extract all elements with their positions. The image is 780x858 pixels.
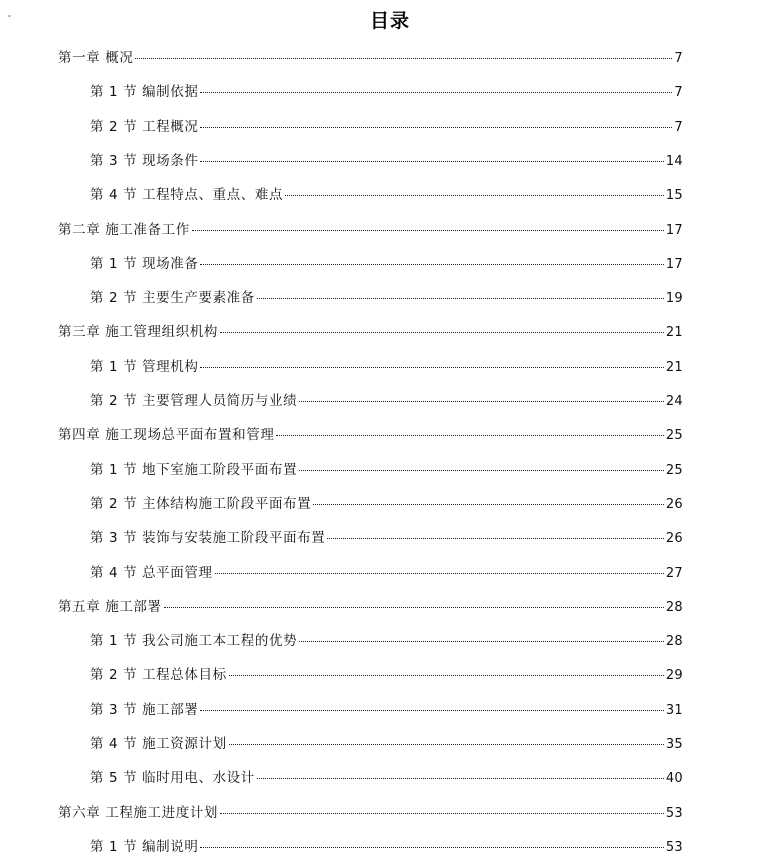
toc-entry-label: 第 4 节 [90, 187, 138, 204]
toc-entry-name: 现场准备 [142, 255, 199, 272]
toc-entry-text [90, 494, 311, 514]
toc-section-entry[interactable] [90, 82, 683, 102]
toc-page-number: 7 [674, 119, 683, 135]
toc-chapter-entry[interactable] [58, 48, 683, 68]
toc-page-number: 53 [665, 805, 683, 821]
toc-entry-label: 第三章 [58, 324, 101, 341]
toc-entry-name: 装饰与安装施工阶段平面布置 [142, 530, 326, 547]
toc-section-entry[interactable] [90, 563, 683, 583]
toc-entry-name: 临时用电、水设计 [142, 770, 255, 787]
toc-entry-name: 主要管理人员简历与业绩 [142, 393, 298, 409]
toc-entry-name: 施工准备工作 [105, 221, 190, 238]
toc-chapter-entry[interactable] [58, 803, 683, 823]
toc-page-number: 53 [665, 839, 683, 855]
toc-entry-label: 第五章 [58, 598, 101, 615]
toc-dot-leader [200, 160, 663, 162]
toc-dot-leader [257, 297, 664, 299]
toc-dot-leader [200, 126, 672, 128]
toc-entry-text [58, 220, 190, 240]
toc-entry-text [58, 48, 133, 68]
toc-section-entry[interactable] [90, 151, 683, 171]
toc-entry-name: 工程总体目标 [142, 667, 227, 684]
toc-section-entry[interactable] [90, 631, 683, 651]
toc-dot-leader [299, 400, 664, 402]
toc-entry-label: 第二章 [58, 221, 101, 238]
toc-dot-leader [276, 434, 663, 436]
toc-chapter-entry[interactable] [58, 597, 683, 617]
toc-entry-label: 第一章 [58, 50, 101, 66]
toc-dot-leader [192, 229, 664, 231]
toc-dot-leader [229, 674, 664, 676]
toc-entry-name: 施工部署 [142, 701, 199, 718]
toc-entry-label: 第 4 节 [90, 564, 138, 581]
toc-entry-text [58, 322, 218, 342]
toc-dot-leader [299, 469, 664, 471]
toc-section-entry[interactable] [90, 700, 683, 720]
toc-page-number: 7 [674, 85, 683, 101]
toc-dot-leader [220, 812, 664, 814]
toc-entry-name: 工程概况 [142, 118, 199, 135]
toc-entry-text [90, 357, 198, 377]
toc-dot-leader [327, 537, 663, 539]
toc-entry-label: 第 3 节 [90, 530, 138, 547]
toc-entry-text [90, 117, 198, 137]
toc-entry-label: 第 1 节 [90, 358, 138, 375]
toc-page-number: 25 [665, 428, 683, 444]
toc-dot-leader [200, 263, 663, 265]
toc-chapter-entry[interactable] [58, 322, 683, 342]
toc-entry-name: 施工管理组织机构 [105, 324, 219, 341]
toc-section-entry[interactable] [90, 494, 683, 514]
chevron-down-icon: ⌄ [6, 10, 13, 19]
toc-dot-leader [200, 91, 672, 93]
toc-dot-leader [215, 572, 664, 574]
toc-entry-name: 地下室施工阶段平面布置 [142, 461, 298, 478]
toc-entry-label: 第 2 节 [90, 393, 138, 409]
toc-entry-label: 第 1 节 [90, 255, 138, 272]
toc-entry-text [90, 391, 297, 411]
toc-entry-label: 第 2 节 [90, 667, 138, 684]
toc-section-entry[interactable] [90, 734, 683, 754]
toc-section-entry[interactable] [90, 528, 683, 548]
toc-page-number: 21 [665, 359, 683, 375]
toc-entry-label: 第 2 节 [90, 495, 138, 512]
toc-entry-text [90, 563, 213, 583]
toc-entry-text [90, 768, 255, 788]
toc-entry-name: 编制依据 [142, 84, 199, 101]
toc-entry-text [90, 151, 198, 171]
toc-page-number: 28 [665, 599, 683, 615]
toc-page-number: 15 [665, 188, 683, 204]
toc-dot-leader [229, 743, 664, 745]
toc-entry-text [90, 185, 283, 205]
toc-entry-text [58, 425, 274, 445]
toc-title: 目录 [369, 10, 410, 32]
toc-page-number: 26 [665, 496, 683, 512]
toc-page-number: 19 [665, 291, 683, 307]
toc-dot-leader [220, 331, 664, 333]
toc-entry-label: 第 1 节 [90, 633, 138, 650]
toc-entry-text [90, 837, 198, 857]
toc-entry-name: 施工资源计划 [142, 736, 227, 752]
toc-page-number: 25 [665, 462, 683, 478]
toc-page-number: 28 [665, 634, 683, 650]
toc-entry-label: 第 4 节 [90, 736, 138, 752]
toc-entry-text [90, 734, 227, 754]
toc-section-entry[interactable] [90, 117, 683, 137]
toc-page-number: 35 [665, 737, 683, 752]
toc-page-number: 17 [665, 256, 683, 272]
toc-entry-label: 第 2 节 [90, 290, 138, 307]
toc-entry-label: 第四章 [58, 427, 101, 444]
toc-entry-name: 总平面管理 [142, 564, 213, 581]
toc-page-number: 7 [674, 51, 683, 66]
toc-page-number: 26 [665, 531, 683, 547]
toc-entry-label: 第 1 节 [90, 838, 138, 855]
toc-section-entry[interactable] [90, 254, 683, 274]
toc-dot-leader [135, 57, 672, 59]
toc-entry-name: 现场条件 [142, 152, 199, 169]
toc-entry-text [90, 288, 255, 308]
toc-entry-label: 第 2 节 [90, 118, 138, 135]
toc-entry-text [90, 528, 325, 548]
toc-dot-leader [200, 709, 663, 711]
toc-entry-name: 我公司施工本工程的优势 [142, 633, 298, 650]
toc-dot-leader [200, 366, 663, 368]
toc-entry-name: 主要生产要素准备 [142, 290, 255, 307]
toc-entry-text [90, 665, 227, 685]
toc-entry-name: 概况 [105, 50, 134, 66]
toc-section-entry[interactable] [90, 288, 683, 308]
toc-dot-leader [285, 194, 664, 196]
toc-section-entry[interactable] [90, 837, 683, 857]
toc-dot-leader [200, 846, 663, 848]
toc-page-number: 14 [665, 153, 683, 169]
toc-section-entry[interactable] [90, 357, 683, 377]
toc-entry-text [90, 631, 297, 651]
toc-entry-text [90, 700, 198, 720]
toc-entry-text [58, 803, 218, 823]
toc-entry-label: 第 3 节 [90, 152, 138, 169]
toc-dot-leader [257, 777, 664, 779]
toc-chapter-entry[interactable] [58, 220, 683, 240]
toc-entry-name: 管理机构 [142, 358, 199, 375]
toc-entry-name: 工程特点、重点、难点 [142, 187, 284, 204]
toc-page-number: 21 [665, 325, 683, 341]
toc-entry-name: 施工部署 [105, 598, 162, 615]
toc-section-entry[interactable] [90, 391, 683, 411]
toc-entry-text [90, 82, 198, 102]
toc-page-number: 29 [665, 668, 683, 684]
toc-dot-leader [313, 503, 664, 505]
toc-entry-name: 编制说明 [142, 838, 199, 855]
toc-entry-text [58, 597, 162, 617]
toc-chapter-entry[interactable] [58, 425, 683, 445]
toc-entry-label: 第 5 节 [90, 770, 138, 787]
toc-entry-name: 工程施工进度计划 [105, 804, 219, 821]
toc-section-entry[interactable] [90, 460, 683, 480]
toc-page-number: 40 [665, 771, 683, 787]
toc-dot-leader [299, 640, 664, 642]
toc-entry-name: 主体结构施工阶段平面布置 [142, 495, 312, 512]
toc-entry-label: 第 1 节 [90, 84, 138, 101]
toc-section-entry[interactable] [90, 768, 683, 788]
toc-page-number: 27 [665, 565, 683, 581]
toc-entry-text [90, 254, 198, 274]
toc-page-number: 31 [665, 702, 683, 718]
toc-entry-name: 施工现场总平面布置和管理 [105, 427, 275, 444]
toc-dot-leader [164, 606, 664, 608]
toc-section-entry[interactable] [90, 665, 683, 685]
toc-entry-label: 第六章 [58, 804, 101, 821]
toc-section-entry[interactable] [90, 185, 683, 205]
toc-entry-label: 第 1 节 [90, 461, 138, 478]
toc-page-number: 24 [665, 394, 683, 409]
toc-page-number: 17 [665, 222, 683, 238]
toc-entry-label: 第 3 节 [90, 701, 138, 718]
toc-entry-text [90, 460, 297, 480]
